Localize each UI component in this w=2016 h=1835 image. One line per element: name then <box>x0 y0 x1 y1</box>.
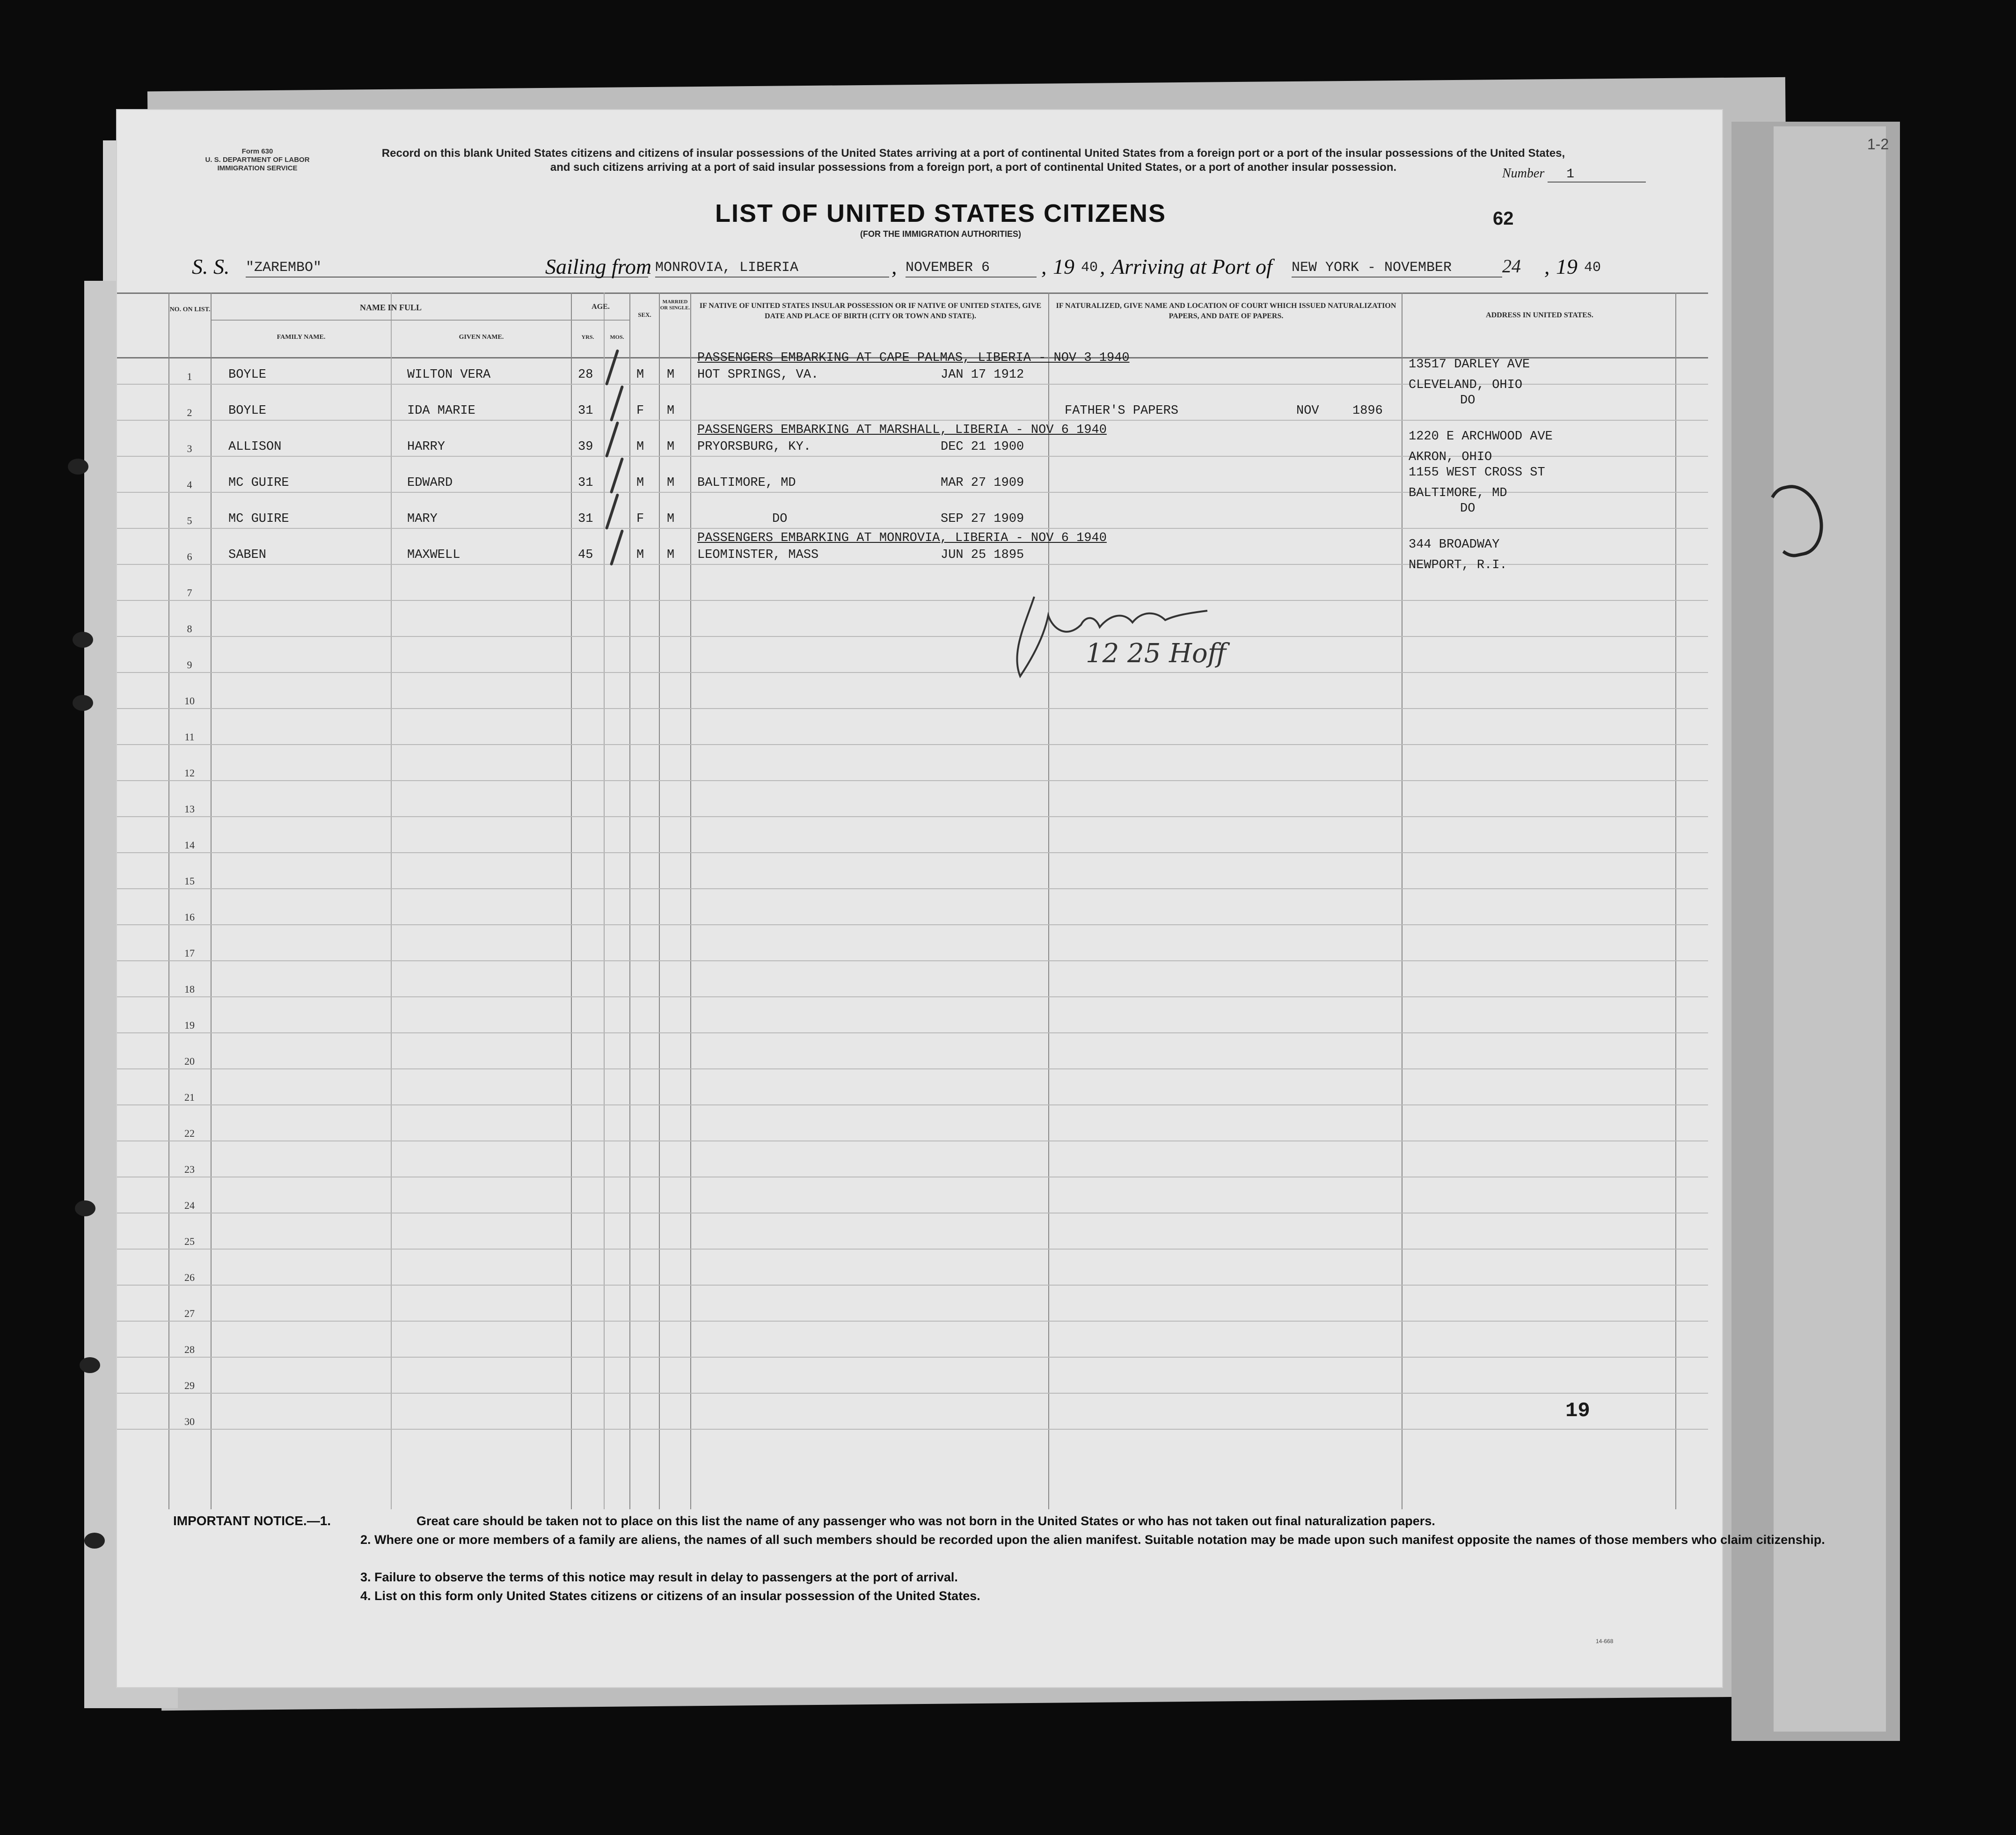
age-cell: 39 <box>578 440 593 454</box>
row-rule <box>117 1393 1708 1394</box>
col-header-given-name: GIVEN NAME. <box>459 334 504 341</box>
sailing-from: MONROVIA, LIBERIA <box>655 259 889 278</box>
birth-place-cell: HOT SPRINGS, VA. <box>697 368 819 382</box>
naturalization-cell: FATHER'S PAPERS <box>1065 404 1179 418</box>
comma-separator: , <box>1041 255 1047 278</box>
row-number: 28 <box>184 1344 195 1355</box>
binder-hole <box>73 632 93 648</box>
col-header-married-single: MARRIED OR SINGLE. <box>660 299 690 311</box>
record-instructions: Record on this blank United States citizens and citizens of insular possessions of the United States arriving at a port of continental United States from a foreign port or a port of the insular possessions of the United States, and such citizens arriving at a port of said insular possessions from a foreign port, a port of continental United States, or a port of another insular possession. <box>381 147 1565 174</box>
binder-hole <box>73 695 93 711</box>
row-number: 20 <box>184 1055 195 1067</box>
page-number: 62 <box>1493 208 1514 229</box>
address-line2-cell: BALTIMORE, MD <box>1409 486 1507 500</box>
row-number: 11 <box>184 731 195 743</box>
row-number: 24 <box>184 1199 195 1211</box>
check-mark <box>610 529 624 566</box>
row-number: 2 <box>187 407 192 418</box>
row-number: 22 <box>184 1127 195 1139</box>
column-rule <box>1048 292 1049 1509</box>
col-header-name-in-full: NAME IN FULL <box>359 303 422 312</box>
sex-cell: M <box>636 440 644 454</box>
check-mark <box>610 385 624 422</box>
naturalization-month-cell: NOV <box>1296 404 1319 418</box>
age-cell: 31 <box>578 476 593 490</box>
address-line1-cell: 1220 E ARCHWOOD AVE <box>1409 430 1553 444</box>
handwritten-annotation: 12 25 Hoff <box>1086 638 1227 669</box>
row-rule <box>117 1429 1708 1430</box>
birth-place-cell: PRYORSBURG, KY. <box>697 440 811 454</box>
row-number: 23 <box>184 1163 195 1175</box>
binder-hole <box>75 1200 95 1216</box>
ss-label: S. S. <box>192 255 230 278</box>
row-rule <box>117 1213 1708 1214</box>
col-header-age: AGE. <box>592 303 610 311</box>
birth-date-cell: MAR 27 1909 <box>941 476 1024 490</box>
embarkation-section-heading: PASSENGERS EMBARKING AT MONROVIA, LIBERIA - NOV 6 1940 <box>697 531 1107 545</box>
col-header-sex: SEX. <box>638 311 651 318</box>
notice-item: 4. List on this form only United States citizens or citizens of an insular possession of the United States. <box>360 1589 980 1603</box>
age-cell: 28 <box>578 368 593 382</box>
family-name-cell: MC GUIRE <box>228 476 289 490</box>
given-name-cell: EDWARD <box>407 476 453 490</box>
binder-hole <box>84 1533 105 1549</box>
row-number: 3 <box>187 443 192 454</box>
row-rule <box>117 420 1708 421</box>
sex-cell: F <box>636 404 644 418</box>
row-number: 6 <box>187 551 192 563</box>
row-number: 5 <box>187 515 192 526</box>
row-number: 17 <box>184 947 195 959</box>
notice-lead: IMPORTANT NOTICE.—1. <box>173 1513 331 1528</box>
notice-item: 3. Failure to observe the terms of this notice may result in delay to passengers at the port of arrival. <box>360 1570 958 1584</box>
marital-cell: M <box>667 512 675 526</box>
row-rule <box>117 816 1708 817</box>
comma-separator: , <box>891 255 897 278</box>
given-name-cell: MAXWELL <box>407 548 460 562</box>
birth-date-cell: SEP 27 1909 <box>941 512 1024 526</box>
age-cell: 45 <box>578 548 593 562</box>
row-number: 27 <box>184 1308 195 1319</box>
row-number: 25 <box>184 1236 195 1247</box>
row-rule <box>117 1032 1708 1033</box>
address-line2-cell: NEWPORT, R.I. <box>1409 558 1507 572</box>
ship-name: "ZAREMBO" <box>246 259 648 278</box>
given-name-cell: HARRY <box>407 440 446 454</box>
page-title: LIST OF UNITED STATES CITIZENS <box>715 199 1166 227</box>
marital-cell: M <box>667 440 675 454</box>
given-name-cell: MARY <box>407 512 438 526</box>
row-rule <box>117 780 1708 781</box>
family-name-cell: MC GUIRE <box>228 512 289 526</box>
row-number: 14 <box>184 839 195 851</box>
check-mark <box>605 493 619 530</box>
family-name-cell: SABEN <box>228 548 267 562</box>
address-line1-cell: DO <box>1460 502 1475 516</box>
given-name-cell: IDA MARIE <box>407 404 475 418</box>
sex-cell: M <box>636 548 644 562</box>
arriving-label: Arriving at Port of <box>1111 255 1272 278</box>
column-rule <box>211 292 212 1509</box>
sailing-year: 40 <box>1081 260 1098 276</box>
address-line1-cell: DO <box>1460 394 1475 408</box>
binder-hole <box>80 1357 100 1373</box>
row-number: 18 <box>184 983 195 995</box>
sex-cell: F <box>636 512 644 526</box>
service: IMMIGRATION SERVICE <box>217 164 298 172</box>
col-header-address: ADDRESS IN UNITED STATES. <box>1486 311 1593 319</box>
row-number: 21 <box>184 1091 195 1103</box>
arriving-year-prefix: 19 <box>1556 255 1578 278</box>
column-rule <box>629 292 630 1509</box>
row-rule <box>117 960 1708 961</box>
marital-cell: M <box>667 368 675 382</box>
age-cell: 31 <box>578 512 593 526</box>
row-number: 30 <box>184 1416 195 1427</box>
row-rule <box>117 744 1708 745</box>
row-number: 4 <box>187 479 192 490</box>
row-number: 19 <box>184 1019 195 1031</box>
row-rule <box>117 600 1708 601</box>
address-line2-cell: AKRON, OHIO <box>1409 450 1492 464</box>
row-rule <box>117 1285 1708 1286</box>
column-rule <box>168 292 169 1509</box>
age-cell: 31 <box>578 404 593 418</box>
row-number: 29 <box>184 1380 195 1391</box>
marital-cell: M <box>667 404 675 418</box>
check-mark <box>610 457 624 494</box>
given-name-cell: WILTON VERA <box>407 368 491 382</box>
birth-place-cell: LEOMINSTER, MASS <box>697 548 819 562</box>
address-line2-cell: CLEVELAND, OHIO <box>1409 378 1523 392</box>
form-code: 14-668 <box>1596 1638 1614 1645</box>
comma-separator: , <box>1544 255 1550 278</box>
birth-place-cell: BALTIMORE, MD <box>697 476 796 490</box>
marital-cell: M <box>667 548 675 562</box>
row-rule <box>117 1104 1708 1105</box>
row-number: 13 <box>184 803 195 815</box>
row-number: 8 <box>187 623 192 635</box>
arriving-day: 24 <box>1502 256 1521 277</box>
address-line1-cell: 344 BROADWAY <box>1409 538 1500 552</box>
row-rule <box>117 1249 1708 1250</box>
binder-hole <box>68 459 88 475</box>
row-rule <box>117 888 1708 889</box>
embarkation-section-heading: PASSENGERS EMBARKING AT MARSHALL, LIBERIA - NOV 6 1940 <box>697 423 1107 437</box>
arriving-port: NEW YORK - NOVEMBER <box>1292 259 1502 278</box>
birth-date-cell: JUN 25 1895 <box>941 548 1024 562</box>
row-rule <box>117 1321 1708 1322</box>
row-rule <box>117 636 1708 637</box>
address-line1-cell: 13517 DARLEY AVE <box>1409 358 1530 372</box>
check-mark <box>605 349 619 386</box>
department: U. S. DEPARTMENT OF LABOR <box>205 156 310 164</box>
sailing-from-label: Sailing from <box>545 255 652 278</box>
header-subrule <box>571 320 629 321</box>
page-subtitle: (FOR THE IMMIGRATION AUTHORITIES) <box>860 229 1021 239</box>
row-number: 1 <box>187 371 192 382</box>
column-rule <box>604 292 605 1509</box>
number-label: Number <box>1502 166 1545 181</box>
form-number: Form 630 <box>241 147 273 155</box>
birth-date-cell: JAN 17 1912 <box>941 368 1024 382</box>
header-subrule <box>212 320 571 321</box>
family-name-cell: BOYLE <box>228 368 267 382</box>
arriving-year: 40 <box>1584 260 1601 276</box>
notice-item: Great care should be taken not to place on this list the name of any passenger who was not born in the United States or who has not taken out final naturalization papers. <box>416 1514 1435 1528</box>
column-rule <box>690 292 691 1509</box>
marital-cell: M <box>667 476 675 490</box>
row-number: 9 <box>187 659 192 671</box>
column-rule <box>1675 292 1676 1509</box>
col-header-yrs: YRS. <box>581 334 594 340</box>
row-rule <box>117 1068 1708 1069</box>
birth-place-cell: DO <box>772 512 788 526</box>
row-number: 10 <box>184 695 195 707</box>
sex-cell: M <box>636 476 644 490</box>
row-rule <box>117 852 1708 853</box>
list-number <box>1502 166 1646 183</box>
form-identifier <box>164 147 351 173</box>
column-rule <box>659 292 660 1509</box>
row-rule <box>117 1357 1708 1358</box>
column-rule <box>391 292 392 1509</box>
row-number: 12 <box>184 767 195 779</box>
family-name-cell: ALLISON <box>228 440 282 454</box>
family-name-cell: BOYLE <box>228 404 267 418</box>
col-header-family-name: FAMILY NAME. <box>277 334 326 341</box>
column-rule <box>571 292 572 1509</box>
naturalization-year-cell: 1896 <box>1352 404 1383 418</box>
check-mark <box>605 421 619 458</box>
table-top-rule <box>117 292 1708 294</box>
row-number: 16 <box>184 911 195 923</box>
notice-item: 2. Where one or more members of a family are aliens, the names of all such members should be recorded upon the alien manifest. Suitable notation may be made upon such manifest opposite the names of those members who claim citizenship. <box>360 1533 1825 1547</box>
row-rule <box>117 708 1708 709</box>
sailing-year-prefix: 19 <box>1053 255 1074 278</box>
row-rule <box>117 996 1708 997</box>
manifest-page <box>117 110 1825 1687</box>
corner-label: 1-2 <box>1867 136 1889 153</box>
col-header-naturalized: IF NATURALIZED, GIVE NAME AND LOCATION OF COURT WHICH ISSUED NATURALIZATION PAPERS, AND DATE OF PAPERS. <box>1056 302 1396 320</box>
handwritten-signature <box>1006 583 1231 686</box>
row-number: 7 <box>187 587 192 599</box>
row-number: 26 <box>184 1272 195 1283</box>
row-rule <box>117 924 1708 925</box>
col-header-no: NO. ON LIST. <box>169 306 211 313</box>
underlying-sheet-right <box>1774 126 1886 1732</box>
sex-cell: M <box>636 368 644 382</box>
col-header-mos: MOS. <box>610 334 624 340</box>
embarkation-section-heading: PASSENGERS EMBARKING AT CAPE PALMAS, LIBERIA - NOV 3 1940 <box>697 351 1130 365</box>
col-header-native: IF NATIVE OF UNITED STATES INSULAR POSSESSION OR IF NATIVE OF UNITED STATES, GIVE DATE AND PLACE OF BIRTH (CITY OR TOWN AND STATE). <box>699 302 1042 320</box>
row-rule <box>117 1140 1708 1141</box>
page-count-mark: 19 <box>1565 1399 1590 1423</box>
birth-date-cell: DEC 21 1900 <box>941 440 1024 454</box>
row-rule <box>117 528 1708 529</box>
comma-separator: , <box>1100 255 1105 278</box>
address-line1-cell: 1155 WEST CROSS ST <box>1409 466 1545 480</box>
row-rule <box>117 672 1708 673</box>
passenger-table <box>117 292 1722 1622</box>
row-number: 15 <box>184 875 195 887</box>
number-value: 1 <box>1548 167 1646 183</box>
sailing-date: NOVEMBER 6 <box>906 259 1037 278</box>
